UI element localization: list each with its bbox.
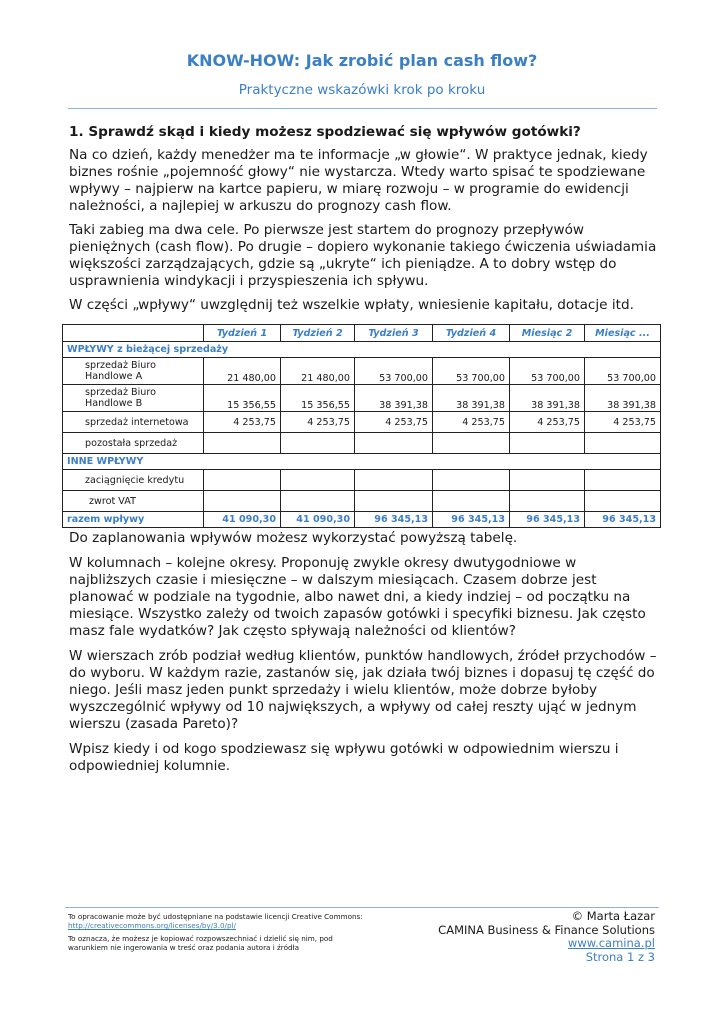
total-row bbox=[63, 512, 661, 528]
table-row bbox=[63, 470, 661, 491]
row-label: sprzedaż internetowa bbox=[63, 412, 204, 433]
page-subtitle: Praktyczne wskazówki krok po kroku bbox=[238, 82, 486, 98]
row-label bbox=[63, 358, 204, 385]
row-label-line-2: Handlowe B bbox=[85, 398, 143, 409]
table-cell: 38 391,38 bbox=[510, 385, 585, 412]
section-label: WPŁYWY z bieżącej sprzedaży bbox=[63, 342, 661, 358]
table-cell bbox=[204, 491, 281, 512]
table-row bbox=[63, 433, 661, 454]
row-label: pozostała sprzedaż bbox=[63, 433, 204, 454]
table-cell: 4 253,75 bbox=[281, 412, 355, 433]
section-1-paragraph-2: Taki zabieg ma dwa cele. Po pierwsze jest startem do prognozy przepływów pieniężnych (cash flow). Po drugie – dopiero wykonanie takiego ćwiczenia uświadamia większości zarządzających, gdzie są „ukryte“ ich pieniądze. A to dobry wstęp do usprawnienia windykacji i przyspieszenia ich spływu. bbox=[69, 222, 657, 289]
table-cell bbox=[281, 470, 355, 491]
website-link[interactable]: www.camina.pl bbox=[567, 936, 655, 950]
table-cell: 53 700,00 bbox=[585, 358, 661, 385]
section-2-paragraph-1: Do zaplanowania wpływów możesz wykorzystać powyższą tabelę. bbox=[69, 530, 518, 546]
author-name: © Marta Łazar bbox=[571, 909, 655, 923]
section-1-heading: 1. Sprawdź skąd i kiedy możesz spodziewać się wpływów gotówki? bbox=[69, 124, 581, 140]
page-title: KNOW-HOW: Jak zrobić plan cash flow? bbox=[186, 51, 538, 70]
row-label-line-1: sprzedaż Biuro bbox=[85, 360, 156, 371]
table-cell: 21 480,00 bbox=[281, 358, 355, 385]
table-cell bbox=[204, 470, 281, 491]
table-cell: 38 391,38 bbox=[355, 385, 433, 412]
table-cell: 21 480,00 bbox=[204, 358, 281, 385]
table-cell bbox=[585, 470, 661, 491]
section-1-paragraph-1: Na co dzień, każdy menedżer ma te informacje „w głowie“. W praktyce jednak, kiedy biznes rośnie „pojemność głowy“ nie wystarcza. Wtedy warto spisać te spodziewane wpływy – najpierw na kartce papieru, w miarę rozwoju – w programie do ewidencji należności, a najlepiej w arkuszu do prognozy cash flow. bbox=[69, 147, 648, 214]
table-cell bbox=[433, 470, 510, 491]
footer-license bbox=[68, 912, 368, 956]
table-row bbox=[63, 412, 661, 433]
row-label: razem wpływy bbox=[63, 512, 204, 528]
section-row-sales bbox=[63, 342, 661, 358]
table-cell bbox=[355, 491, 433, 512]
table-cell: 4 253,75 bbox=[585, 412, 661, 433]
table-cell: 4 253,75 bbox=[204, 412, 281, 433]
section-row-other bbox=[63, 454, 661, 470]
table-row bbox=[63, 385, 661, 412]
license-note: To oznacza, że możesz je kopiować rozpowszechniać i dzielić się nim, pod warunkiem nie ingerowania w treść oraz podania autora i źródła bbox=[68, 934, 333, 952]
section-1 bbox=[69, 124, 659, 321]
company-name: CAMINA Business & Finance Solutions bbox=[438, 922, 655, 937]
table-cell: 41 090,30 bbox=[204, 512, 281, 528]
table-cell: 96 345,13 bbox=[433, 512, 510, 528]
table-cell bbox=[510, 491, 585, 512]
table-cell: 4 253,75 bbox=[355, 412, 433, 433]
cash-flow-table bbox=[62, 324, 661, 528]
license-text: To opracowanie może być udostępniane na podstawie licencji Creative Commons: bbox=[68, 912, 363, 921]
table-cell: 15 356,55 bbox=[281, 385, 355, 412]
section-2-paragraph-2: W kolumnach – kolejne okresy. Proponuję zwykle okresy dwutygodniowe w najbliższych czasie i miesięczne – w dalszym miesiącach. Czasem dobrze jest planować w podziale na tygodnie, albo nawet dni, a kiedy indziej – od początku na miesiące. Wszystko zależy od twoich zapasów gotówki i specyfiki biznesu. Jak często masz fale wydatków? Jak często spływają należności od klientów? bbox=[69, 555, 646, 639]
section-2-paragraph-4: Wpisz kiedy i od kogo spodziewasz się wpływu gotówki w odpowiednim wierszu i odpowiedniej kolumnie. bbox=[69, 741, 619, 774]
page-number: Strona 1 z 3 bbox=[585, 949, 655, 964]
table-cell bbox=[355, 470, 433, 491]
table-cell: 96 345,13 bbox=[510, 512, 585, 528]
header-cell: Tydzień 2 bbox=[281, 325, 355, 342]
table-cell: 4 253,75 bbox=[510, 412, 585, 433]
row-label-line-2: Handlowe A bbox=[85, 371, 143, 382]
table-cell bbox=[585, 433, 661, 454]
section-2-paragraph-3: W wierszach zrób podział według klientów, punktów handlowych, źródeł przychodów – do wyboru. W każdym razie, zastanów się, jak działa twój biznes i dopasuj tę część do niego. Jeśli masz jeden punkt sprzedaży i wielu klientów, może dobrze byłoby wyszczególnić wpływy od 10 największych, a wpływy od całej reszty ująć w jednym wierszu (zasada Pareto)? bbox=[69, 648, 657, 732]
license-link[interactable]: http://creativecommons.org/licenses/by/3.0/pl/ bbox=[68, 921, 236, 930]
table-cell bbox=[585, 491, 661, 512]
table-cell: 38 391,38 bbox=[585, 385, 661, 412]
table-cell bbox=[433, 491, 510, 512]
table-cell bbox=[510, 433, 585, 454]
license-paragraph bbox=[68, 912, 368, 930]
table-cell bbox=[204, 433, 281, 454]
table-cell: 4 253,75 bbox=[433, 412, 510, 433]
header-cell: Miesiąc 2 bbox=[510, 325, 585, 342]
section-2 bbox=[69, 530, 659, 783]
footer-author bbox=[438, 910, 655, 964]
header-cell: Miesiąc ... bbox=[585, 325, 661, 342]
row-label: zwrot VAT bbox=[63, 491, 204, 512]
table-cell: 53 700,00 bbox=[510, 358, 585, 385]
section-label: INNE WPŁYWY bbox=[63, 454, 661, 470]
row-label bbox=[63, 385, 204, 412]
header-divider bbox=[68, 108, 657, 109]
table-cell bbox=[281, 433, 355, 454]
table-cell: 15 356,55 bbox=[204, 385, 281, 412]
footer-divider bbox=[65, 907, 659, 908]
section-1-paragraph-3: W części „wpływy“ uwzględnij też wszelkie wpłaty, wniesienie kapitału, dotacje itd. bbox=[69, 297, 634, 313]
table-cell: 38 391,38 bbox=[433, 385, 510, 412]
row-label: zaciągnięcie kredytu bbox=[63, 470, 204, 491]
table-cell bbox=[281, 491, 355, 512]
table-cell: 41 090,30 bbox=[281, 512, 355, 528]
table-row bbox=[63, 491, 661, 512]
header-cell: Tydzień 4 bbox=[433, 325, 510, 342]
table-header-row bbox=[63, 325, 661, 342]
header-cell: Tydzień 3 bbox=[355, 325, 433, 342]
table-cell: 53 700,00 bbox=[355, 358, 433, 385]
header-cell bbox=[63, 325, 204, 342]
table-cell bbox=[433, 433, 510, 454]
table-cell bbox=[355, 433, 433, 454]
table-cell bbox=[510, 470, 585, 491]
header-cell: Tydzień 1 bbox=[204, 325, 281, 342]
row-label-line-1: sprzedaż Biuro bbox=[85, 387, 156, 398]
table-cell: 96 345,13 bbox=[585, 512, 661, 528]
table-row bbox=[63, 358, 661, 385]
table-cell: 96 345,13 bbox=[355, 512, 433, 528]
table-cell: 53 700,00 bbox=[433, 358, 510, 385]
